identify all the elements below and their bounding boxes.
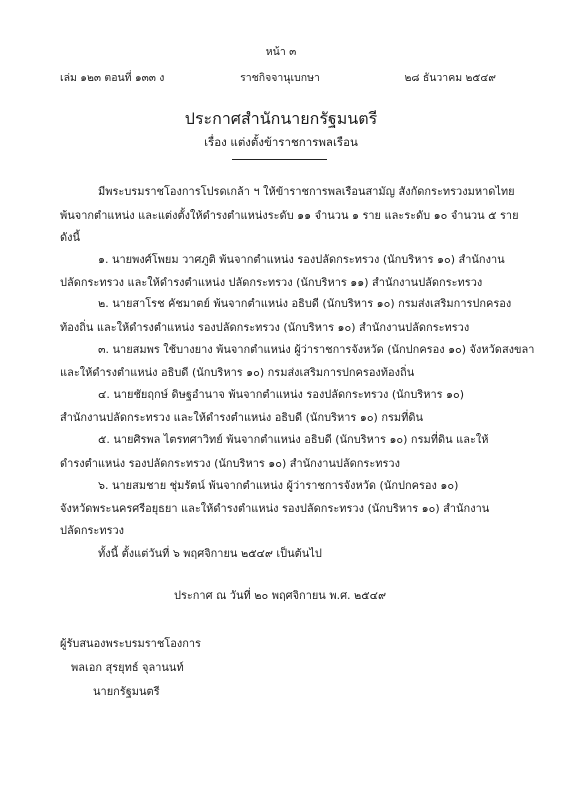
effective-date: ทั้งนี้ ตั้งแต่วันที่ ๖ พฤศจิกายน ๒๕๔๙ เป็นต้นไป: [98, 547, 322, 560]
list-item: ๒. นายสาโรช คัชมาตย์ พ้นจากตำแหน่ง อธิบดี (นักบริหาร ๑๐) กรมส่งเสริมการปกครอง: [98, 297, 512, 310]
list-item-continuation: ปลัดกระทรวง และให้ดำรงตำแหน่ง ปลัดกระทรวง (นักบริหาร ๑๑) สำนักงานปลัดกระทรวง: [60, 276, 483, 289]
list-item: ๔. นายชัยฤกษ์ ดิษฐอำนาจ พ้นจากตำแหน่ง รองปลัดกระทรวง (นักบริหาร ๑๐): [98, 388, 465, 401]
list-item-continuation: จังหวัดพระนครศรีอยุธยา และให้ดำรงตำแหน่ง รองปลัดกระทรวง (นักบริหาร ๑๐) สำนักงาน: [60, 502, 490, 515]
list-item-continuation: ปลัดกระทรวง: [60, 524, 125, 537]
list-item: ๕. นายศิรพล ไตรทศาวิทย์ พ้นจากตำแหน่ง อธิบดี (นักบริหาร ๑๐) กรมที่ดิน และให้: [98, 433, 489, 446]
signatory-name: พลเอก สุรยุทธ์ จุลานนท์: [71, 661, 184, 674]
countersign-label: ผู้รับสนองพระบรมราชโองการ: [60, 637, 201, 650]
title-divider: [232, 159, 327, 160]
list-item-continuation: สำนักงานปลัดกระทรวง และให้ดำรงตำแหน่ง อธิบดี (นักบริหาร ๑๐) กรมที่ดิน: [60, 411, 424, 424]
gazette-name: ราชกิจจานุเบกษา: [240, 72, 320, 84]
document-title: ประกาศสำนักนายกรัฐมนตรี: [184, 109, 378, 128]
list-item: ๓. นายสมพร ใช้บางยาง พ้นจากตำแหน่ง ผู้ว่าราชการจังหวัด (นักปกครอง ๑๐) จังหวัดสงขลา: [98, 343, 535, 356]
intro-line-2: พ้นจากตำแหน่ง และแต่งตั้งให้ดำรงตำแหน่งระดับ ๑๑ จำนวน ๑ ราย และระดับ ๑๐ จำนวน ๕ ราย: [60, 209, 519, 222]
intro-line-3: ดังนี้: [60, 231, 81, 244]
announcement-date: ประกาศ ณ วันที่ ๒๐ พฤศจิกายน พ.ศ. ๒๕๔๙: [173, 589, 387, 602]
page-number: หน้า ๓: [265, 46, 297, 58]
list-item-continuation: และให้ดำรงตำแหน่ง อธิบดี (นักบริหาร ๑๐) กรมส่งเสริมการปกครองท้องถิ่น: [60, 366, 415, 379]
document-subject: เรื่อง แต่งตั้งข้าราชการพลเรือน: [204, 135, 358, 149]
list-item: ๖. นายสมชาย ชุ่มรัตน์ พ้นจากตำแหน่ง ผู้ว่าราชการจังหวัด (นักปกครอง ๑๐): [98, 479, 459, 492]
signatory-position: นายกรัฐมนตรี: [93, 685, 160, 698]
list-item-continuation: ดำรงตำแหน่ง รองปลัดกระทรวง (นักบริหาร ๑๐) สำนักงานปลัดกระทรวง: [60, 457, 400, 470]
volume-issue: เล่ม ๑๒๓ ตอนที่ ๑๓๓ ง: [60, 72, 165, 84]
list-item: ๑. นายพงศ์โพยม วาศภูติ พ้นจากตำแหน่ง รองปลัดกระทรวง (นักบริหาร ๑๐) สำนักงาน: [98, 253, 505, 266]
list-item-continuation: ท้องถิ่น และให้ดำรงตำแหน่ง รองปลัดกระทรวง (นักบริหาร ๑๐) สำนักงานปลัดกระทรวง: [60, 321, 470, 334]
intro-line-1: มีพระบรมราชโองการโปรดเกล้า ฯ ให้ข้าราชการพลเรือนสามัญ สังกัดกระทรวงมหาดไทย: [98, 185, 515, 198]
gazette-date: ๒๘ ธันวาคม ๒๕๔๙: [404, 72, 496, 84]
